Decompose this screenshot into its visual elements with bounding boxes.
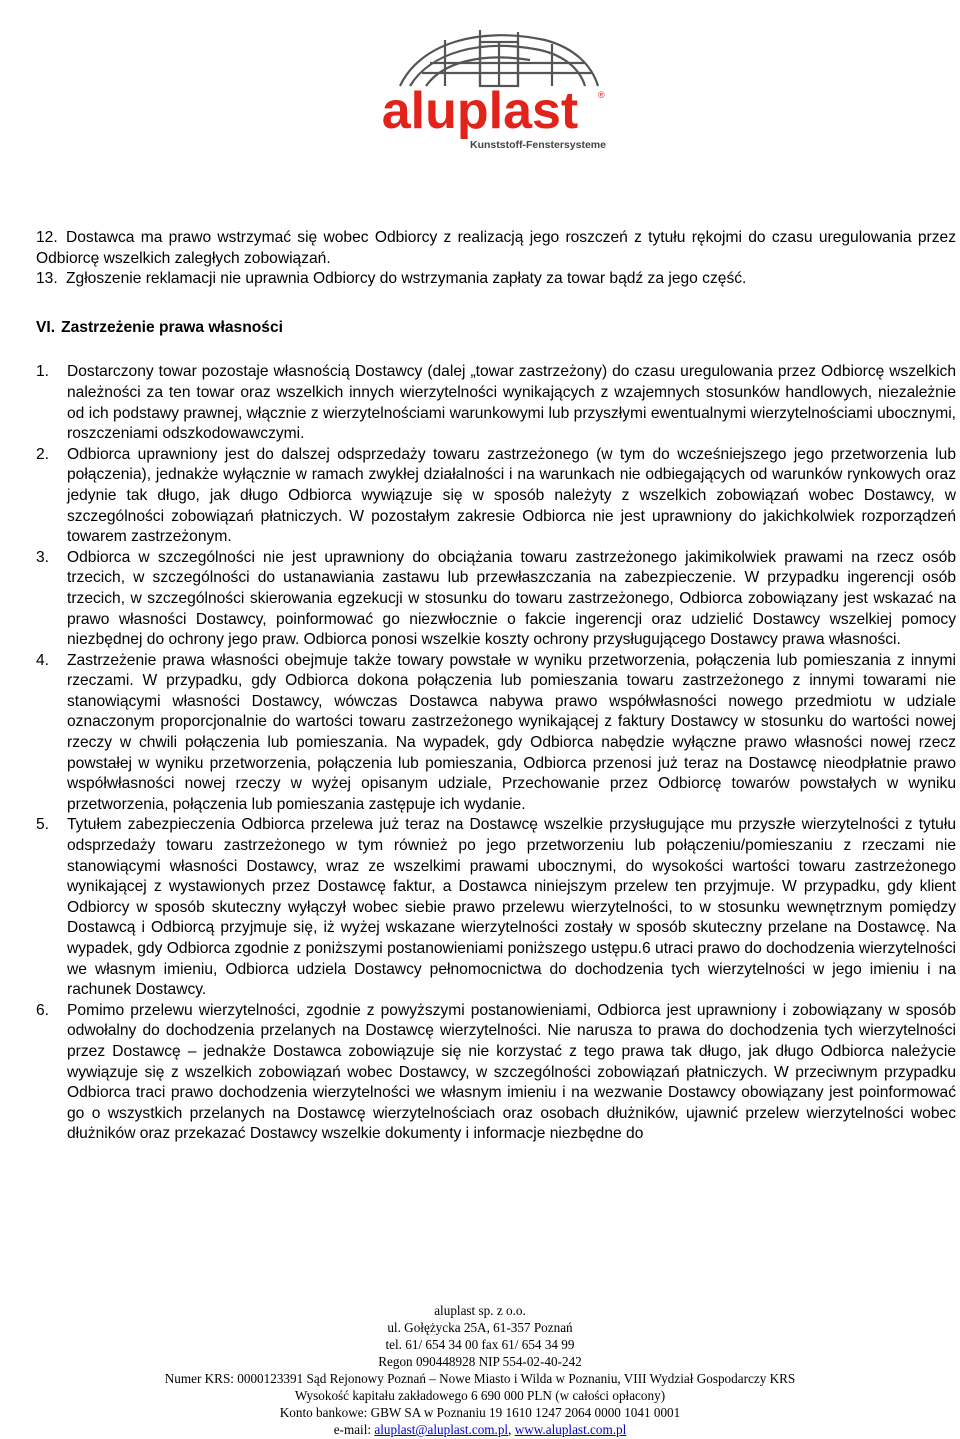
- item-text: Zastrzeżenie prawa własności obejmuje także towary powstałe w wyniku przetworzenia, połączenia lub pomieszania z innymi rzeczami. W przypadku, gdy Odbiorca dokona połączenia lub pomieszania towaru zastrzeżonego z innymi towarami nie stanowiącymi własności Dostawcy, wówczas Dostawca nabywa prawo współwłasności nowego przedmiotu w udziale oznaczonym proporcjonalnie do wartości towaru zastrzeżonego wynikającej z faktury Dostawcy w stosunku do wartości nowej rzeczy w chwili połączenia lub pomieszania. Na wypadek, gdy Odbiorca nabędzie wyłączne prawo własności nowej rzecz powstałej w wyniku przetworzenia, połączenia lub pomieszania, Odbiorca przenosi już teraz na Dostawcę nieodpłatnie prawo współwłasności nowej rzeczy w wyżej opisanym udziale, Przechowanie przez Odbiorcę towarów powstałych w wyniku przetworzenia, połączenia lub pomieszania zastępuje ich wydanie.: [67, 651, 956, 813]
- list-item: [36, 651, 956, 816]
- logo-name: aluplast: [381, 82, 579, 140]
- section-title: Zastrzeżenie prawa własności: [61, 318, 283, 336]
- item-text: Pomimo przelewu wierzytelności, zgodnie z powyższymi postanowieniami, Odbiorca jest uprawniony i zobowiązany w sposób odwołalny do dochodzenia przelanych na Dostawcę wierzytelności. Nie narusza to prawa do dochodzenia tych wierzytelności przez Dostawcę – jednakże Dostawca zobowiązuje się nie korzystać z tego prawa tak długo, jak długo Odbiorca należycie wywiązuje się z wszelkich zobowiązań wobec Dostawcy, w szczególności zobowiązań płatniczych. W przeciwnym przypadku Odbiorca traci prawo dochodzenia wierzytelności we własnym imieniu i na wezwanie Dostawcy obowiązany jest poinformować go o wszystkich przelanych na Dostawcę wierzytelnościach oraz osobach dłużników, ujawnić przelew wierzytelności wobec dłużników oraz przekazać Dostawcy wszelkie dokumenty i informacje niezbędne do: [67, 1001, 956, 1143]
- point-13: [36, 269, 956, 290]
- point-12: [36, 228, 956, 269]
- footer-krs: Numer KRS: 0000123391 Sąd Rejonowy Poznań – Nowe Miasto i Wilda w Poznaniu, VIII Wydział Gospodarczy KRS: [164, 1371, 796, 1386]
- footer-company: aluplast sp. z o.o.: [434, 1303, 526, 1318]
- footer-phone: tel. 61/ 654 34 00 fax 61/ 654 34 99: [385, 1337, 575, 1352]
- item-number: 3.: [36, 548, 50, 566]
- footer-contact: [0, 1421, 960, 1438]
- item-text: Tytułem zabezpieczenia Odbiorca przelewa już teraz na Dostawcę wszelkie przysługujące mu przyszłe wierzytelności z tytułu odsprzedaży towaru zastrzeżonego w tym również po jego przetworzeniu lub połączeniu/pomieszaniu z rzeczami nie stanowiącymi własności Dostawcy, wraz ze wszelkimi prawami ubocznymi, do wysokości wartości towaru zastrzeżonego wynikającej z wystawionych przez Dostawcę faktur, a Dostawca niniejszym przelew ten przyjmuje. W przypadku, gdy klient Odbiorcy w sposób skuteczny wyłączył wobec siebie prawo przelewu wierzytelności, to w stosunku wewnętrznym pomiędzy Dostawcą i Odbiorcą przyjmuje się, iż wyżej wskazane wierzytelności zostały w sposób skuteczny przelane na Dostawcę. Na wypadek, gdy Odbiorca zgodnie z poniższymi postanowieniami poniższego ustępu.6 utraci prawo do dochodzenia wierzytelności we własnym imieniu, Odbiorca udziela Dostawcy pełnomocnictwa do dochodzenia tych wierzytelności w jego imieniu i na rachunek Dostawcy.: [67, 816, 956, 999]
- list-item: [36, 445, 956, 548]
- item-number: 4.: [36, 651, 50, 669]
- document-body: [36, 228, 956, 1145]
- item-number: 5.: [36, 816, 50, 834]
- contact-separator: ,: [508, 1422, 512, 1437]
- item-number: 1.: [36, 363, 50, 381]
- section-number: VI.: [36, 318, 56, 336]
- logo-graphic: [330, 18, 630, 158]
- registered-mark-icon: ®: [598, 90, 605, 100]
- email-link[interactable]: aluplast@aluplast.com.pl: [374, 1422, 509, 1437]
- footer-bank: Konto bankowe: GBW SA w Poznaniu 19 1610 1247 2064 0000 1041 0001: [279, 1405, 681, 1420]
- item-text: Odbiorca uprawniony jest do dalszej odsprzedaży towaru zastrzeżonego (w tym do wcześniejszego jego przetworzenia lub połączenia), jednakże wyłącznie w ramach zwykłej działalności i na warunkach nie odbiegających od warunków rynkowych oraz jedynie tak długo, jak długo Odbiorca wywiązuje się w sposób należyty z wszelkich zobowiązań wobec Dostawcy, w szczególności zobowiązań płatniczych. W pozostałym zakresie Odbiorca nie jest uprawniony do jakichkolwiek rozporządzeń towarem zastrzeżonym.: [67, 445, 956, 546]
- section-heading: [36, 318, 956, 339]
- point-number: 12.: [36, 229, 58, 246]
- item-text: Odbiorca w szczególności nie jest uprawniony do obciążania towaru zastrzeżonego jakimikolwiek prawami na rzecz osób trzecich, w szczególności do ustanawiania zastawu lub przewłaszczania na zabezpieczenie. W przypadku ingerencji osób trzecich, w szczególności skierowania egzekucji w stosunku do towaru zastrzeżonego, Odbiorca zobowiązany jest wskazać na prawo własności Dostawcy, poinformować go niezwłocznie o fakcie ingerencji oraz udzielić Dostawcy wszelkiej pomocy niezbędnej do ochrony jego praw. Odbiorca ponosi wszelkie koszty ochrony przysługującego Dostawcy prawa własności.: [67, 548, 956, 649]
- footer-address: ul. Gołężycka 25A, 61-357 Poznań: [387, 1320, 573, 1335]
- list-item: [36, 362, 956, 444]
- item-number: 6.: [36, 1001, 50, 1019]
- item-text: Dostarczony towar pozostaje własnością Dostawcy (dalej „towar zastrzeżony) do czasu uregulowania przez Odbiorcę wszelkich należności za ten towar oraz wszelkich innych wierzytelności wynikających z wzajemnych stosunków handlowych, niezależnie od ich podstawy prawnej, włącznie z wierzytelnościami warunkowymi lub przyszłymi ewentualnymi wierzytelnościami ubocznymi, roszczeniami odszkodowawczymi.: [67, 363, 956, 443]
- aluplast-logo: [330, 18, 630, 158]
- list-item: [36, 548, 956, 651]
- point-number: 13.: [36, 270, 58, 288]
- logo-tagline: Kunststoff-Fenstersysteme: [470, 139, 606, 151]
- point-text: Dostawca ma prawo wstrzymać się wobec Odbiorcy z realizacją jego roszczeń z tytułu rękojmi do czasu uregulowania przez Odbiorcę wszelkich zaległych zobowiązań.: [36, 229, 956, 267]
- email-label: e-mail:: [333, 1422, 372, 1437]
- list-item: [36, 815, 956, 1000]
- footer-capital: Wysokość kapitału zakładowego 6 690 000 PLN (w całości opłacony): [294, 1388, 666, 1403]
- point-text: Zgłoszenie reklamacji nie uprawnia Odbiorcy do wstrzymania zapłaty za towar bądź za jego część.: [66, 270, 747, 288]
- item-number: 2.: [36, 445, 50, 463]
- website-link[interactable]: www.aluplast.com.pl: [514, 1422, 627, 1437]
- list-item: [36, 1001, 956, 1145]
- company-footer: [0, 1302, 960, 1438]
- footer-regon: Regon 090448928 NIP 554-02-40-242: [378, 1354, 582, 1369]
